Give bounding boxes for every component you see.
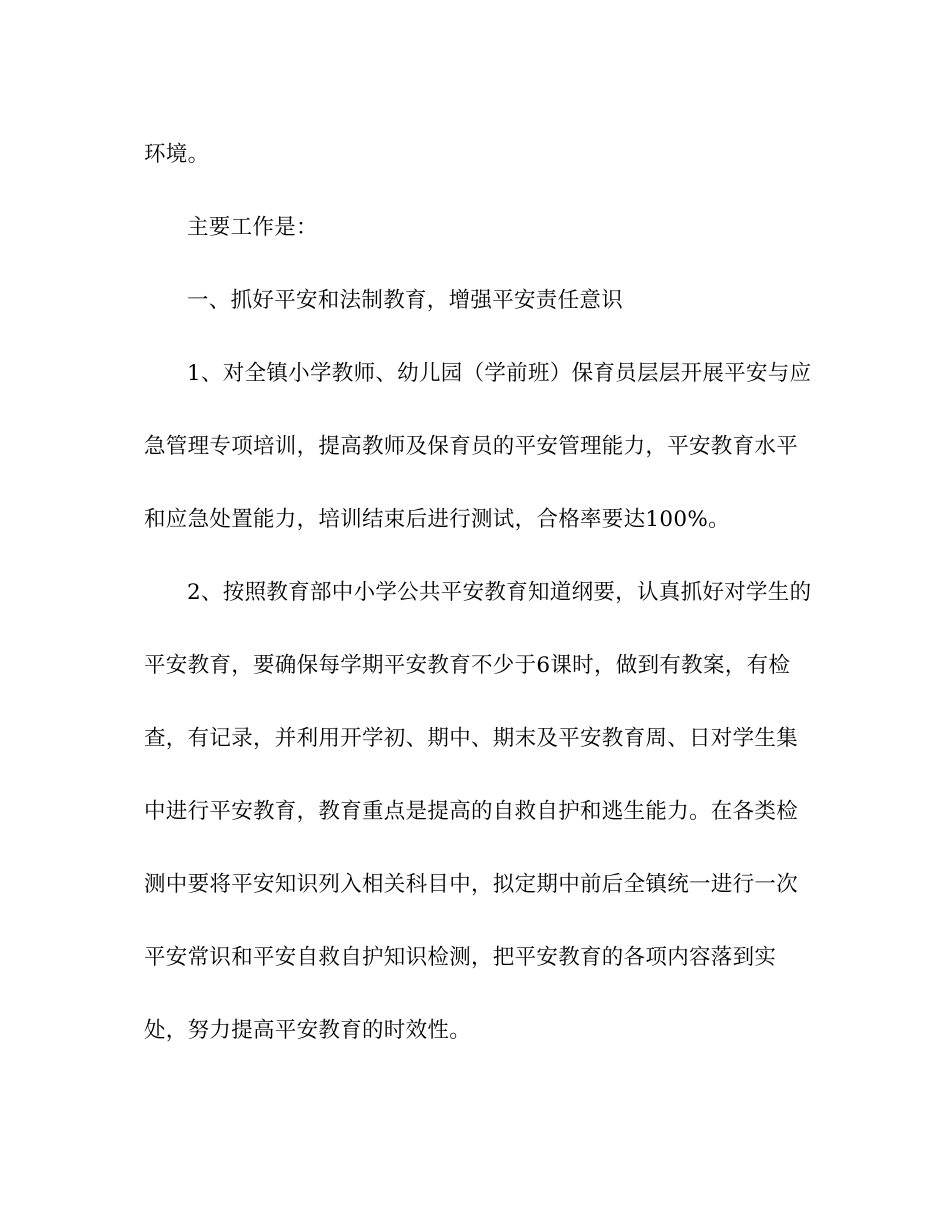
paragraph-2-line-4: 中进行平安教育，教育重点是提高的自救自护和逃生能力。在各类检 <box>144 799 799 824</box>
paragraph-2-line-6: 平安常识和平安自救自护知识检测，把平安教育的各项内容落到实 <box>144 945 777 970</box>
paragraph-2-line-5: 测中要将平安知识列入相关科目中，拟定期中前后全镇统一进行一次 <box>144 872 799 897</box>
section-heading-1: 一、抓好平安和法制教育，增强平安责任意识 <box>187 288 624 313</box>
text-line-1: 环境。 <box>144 142 210 167</box>
paragraph-1-line-2: 急管理专项培训，提高教师及保育员的平安管理能力，平安教育水平 <box>144 434 799 459</box>
paragraph-1-line-3: 和应急处置能力，培训结束后进行测试，合格率要达100%。 <box>144 507 730 532</box>
paragraph-1-line-1: 1、对全镇小学教师、幼儿园（学前班）保育员层层开展平安与应 <box>187 361 812 386</box>
paragraph-2-line-7: 处，努力提高平安教育的时效性。 <box>144 1018 472 1043</box>
section-intro: 主要工作是： <box>187 215 318 240</box>
paragraph-2-line-2: 平安教育，要确保每学期平安教育不少于6课时，做到有教案，有检 <box>144 653 791 678</box>
paragraph-2-line-3: 查，有记录，并利用开学初、期中、期末及平安教育周、日对学生集 <box>144 726 799 751</box>
paragraph-2-line-1: 2、按照教育部中小学公共平安教育知道纲要，认真抓好对学生的 <box>187 580 812 605</box>
